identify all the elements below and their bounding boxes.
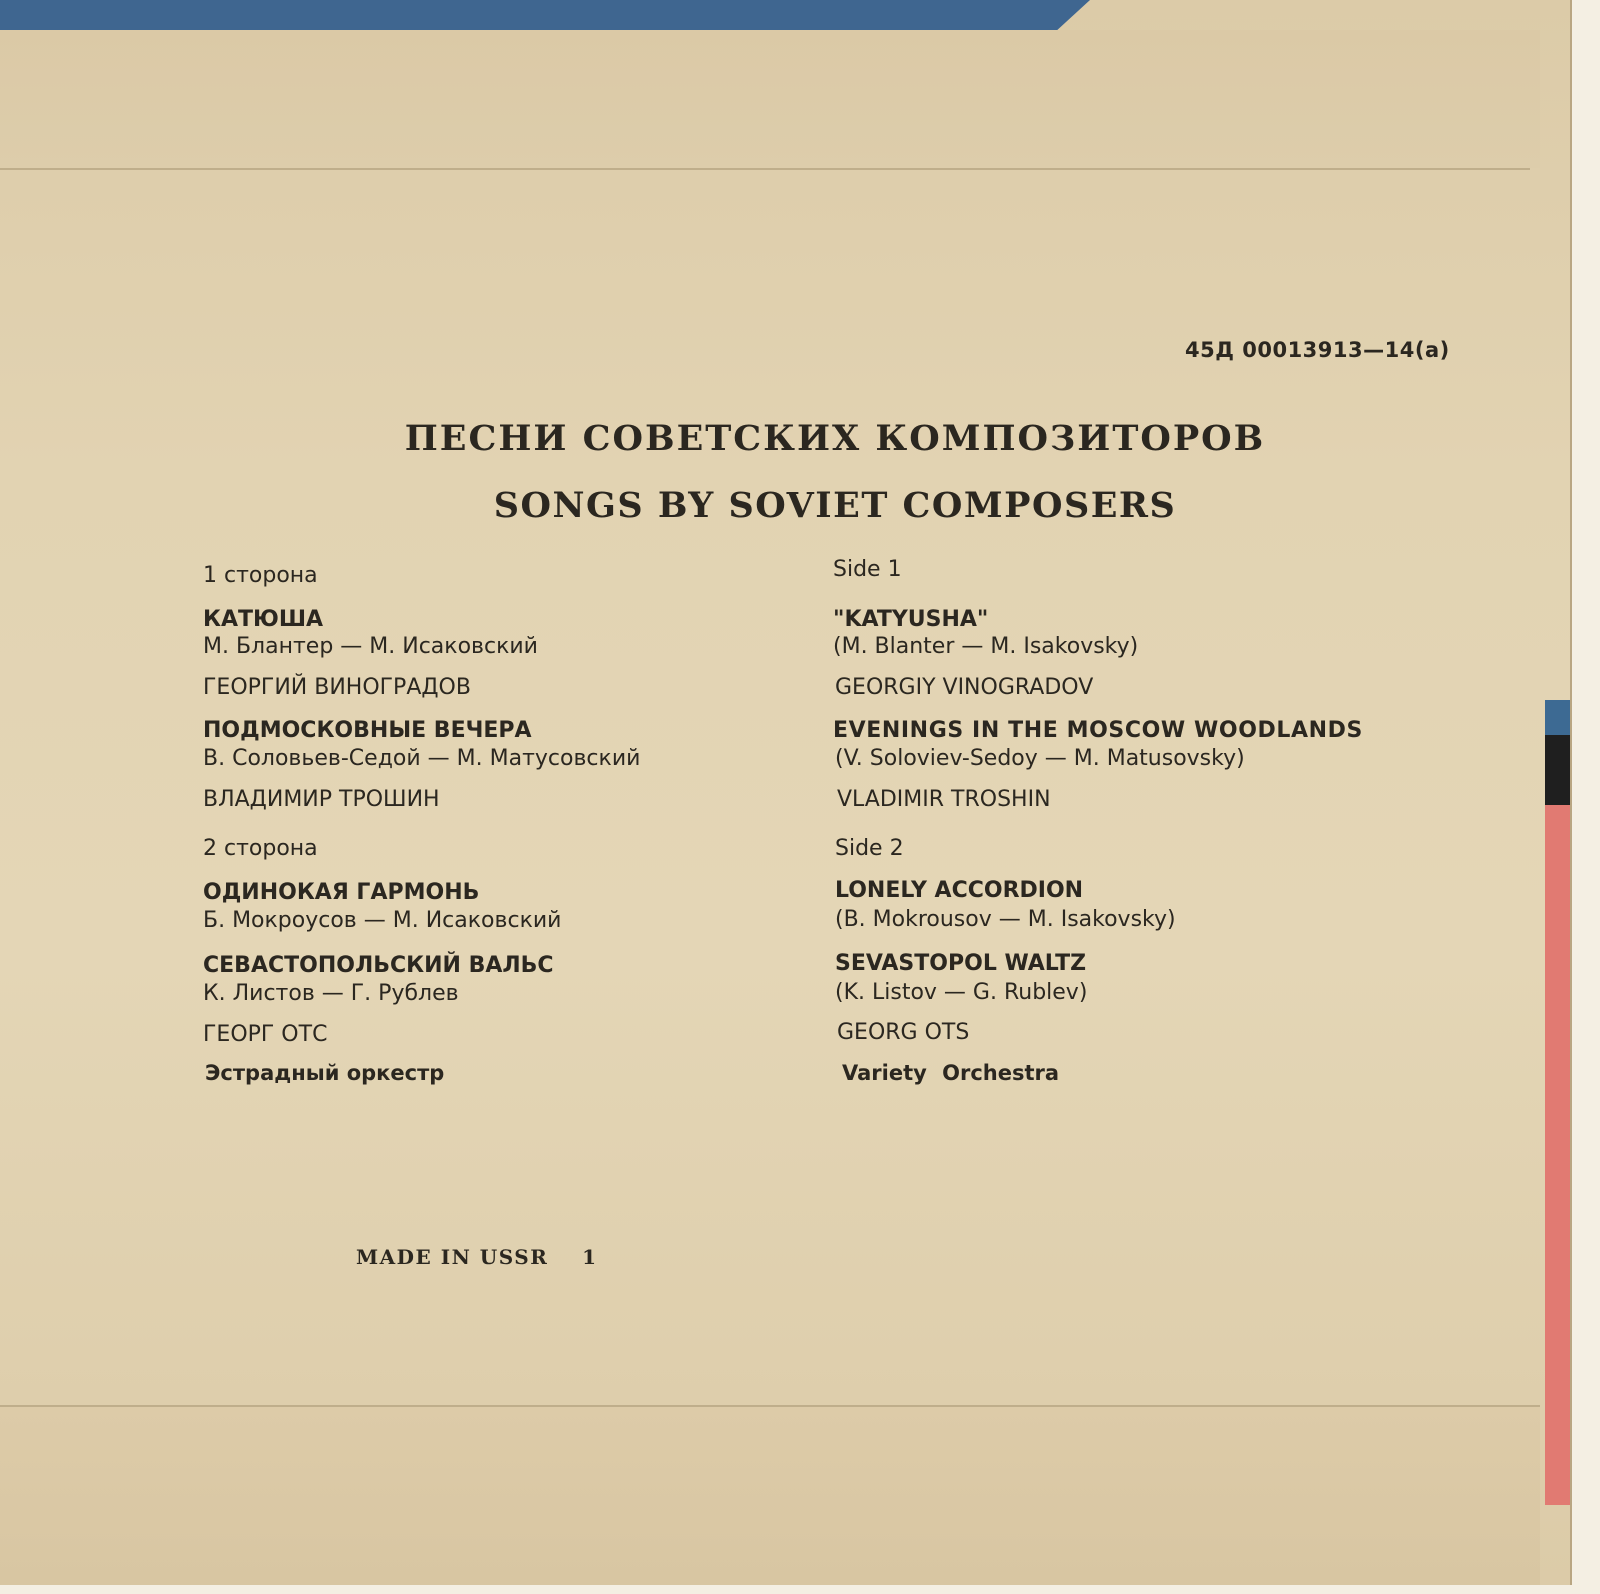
ru-song3-title: ОДИНОКАЯ ГАРМОНЬ	[203, 880, 480, 905]
made-in-ussr: MADE IN USSR 1	[356, 1245, 598, 1269]
top-flap-edge	[0, 168, 1530, 170]
en-side2-label: Side 2	[835, 836, 904, 861]
en-song1-performer: GEORGIY VINOGRADOV	[835, 675, 1094, 700]
ru-song2-credits: В. Соловьев-Седой — М. Матусовский	[203, 746, 641, 771]
en-song2-performer: VLADIMIR TROSHIN	[837, 787, 1051, 812]
en-orchestra: Variety Orchestra	[842, 1061, 1060, 1085]
en-song4-credits: (K. Listov — G. Rublev)	[835, 980, 1088, 1005]
ru-song2-title: ПОДМОСКОВНЫЕ ВЕЧЕРА	[203, 718, 532, 743]
catalog-number: 45Д 00013913—14(а)	[1185, 338, 1450, 362]
right-stripe-blue	[1545, 700, 1570, 735]
en-song1-title: "KATYUSHA"	[833, 607, 989, 632]
en-song4-title: SEVASTOPOL WALTZ	[835, 951, 1087, 976]
en-song1-credits: (M. Blanter — M. Isakovsky)	[833, 634, 1139, 659]
right-stripe-black	[1545, 735, 1570, 805]
en-song3-title: LONELY ACCORDION	[835, 878, 1084, 903]
ru-song1-title: КАТЮША	[203, 607, 324, 632]
title-russian: ПЕСНИ СОВЕТСКИХ КОМПОЗИТОРОВ	[404, 418, 1266, 459]
ru-song1-performer: ГЕОРГИЙ ВИНОГРАДОВ	[203, 675, 471, 700]
top-flap	[0, 30, 1540, 168]
ru-song3-credits: Б. Мокроусов — М. Исаковский	[203, 908, 562, 933]
ru-orchestra: Эстрадный оркестр	[205, 1061, 445, 1085]
top-blue-band	[0, 0, 1090, 30]
ru-song4-title: СЕВАСТОПОЛЬСКИЙ ВАЛЬС	[203, 953, 554, 978]
ru-song1-credits: М. Блантер — М. Исаковский	[203, 634, 538, 659]
en-song34-performer: GEORG OTS	[837, 1020, 970, 1045]
ru-song2-performer: ВЛАДИМИР ТРОШИН	[203, 787, 440, 812]
en-song2-title: EVENINGS IN THE MOSCOW WOODLANDS	[833, 718, 1363, 743]
en-song2-credits: (V. Soloviev-Sedoy — M. Matusovsky)	[835, 746, 1245, 771]
ru-side1-label: 1 сторона	[203, 563, 318, 588]
right-stripe-red	[1545, 805, 1570, 1505]
en-side1-label: Side 1	[833, 557, 902, 582]
title-english: SONGS BY SOVIET COMPOSERS	[493, 485, 1177, 526]
ru-side2-label: 2 сторона	[203, 836, 318, 861]
ru-song4-credits: К. Листов — Г. Рублев	[203, 981, 459, 1006]
ru-song34-performer: ГЕОРГ ОТС	[203, 1022, 328, 1047]
en-song3-credits: (B. Mokrousov — M. Isakovsky)	[835, 907, 1176, 932]
bottom-flap	[0, 1405, 1540, 1585]
